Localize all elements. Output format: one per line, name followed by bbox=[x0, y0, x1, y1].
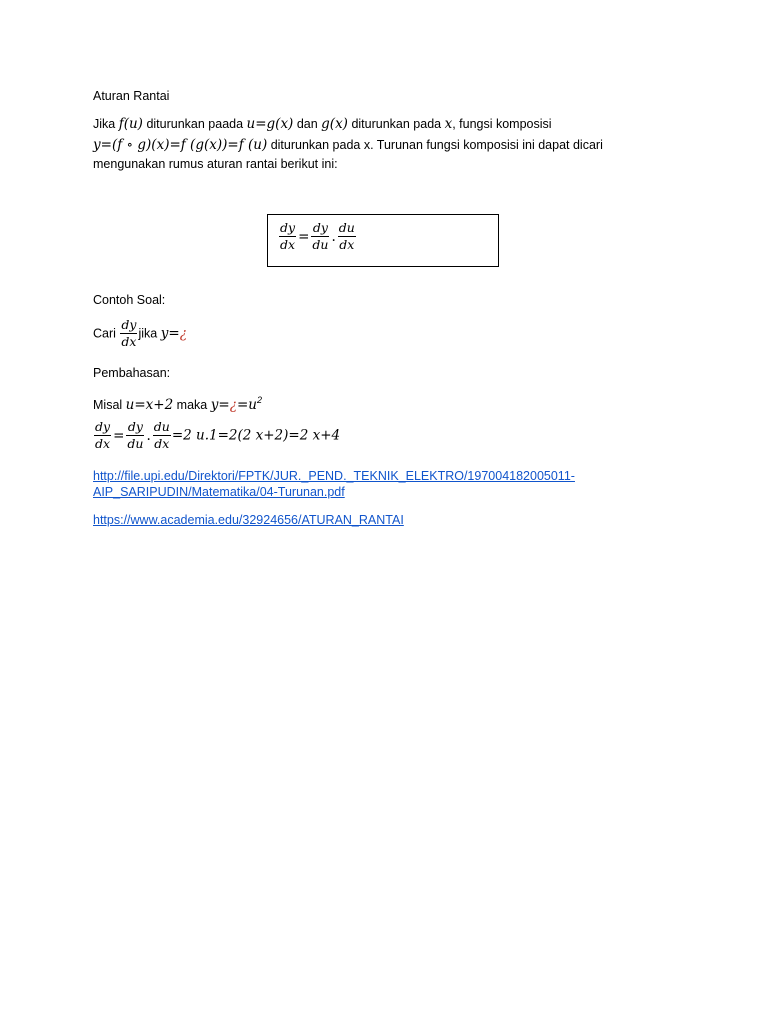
numerator: du bbox=[153, 419, 170, 434]
denominator: du bbox=[127, 436, 144, 451]
jika-text: jika bbox=[138, 326, 158, 341]
y-equals: y= bbox=[210, 397, 230, 413]
intro-x: x bbox=[444, 116, 453, 132]
y-equals: y= bbox=[160, 325, 180, 342]
chain-rule-formula bbox=[278, 221, 357, 252]
fraction-dy-dx bbox=[120, 318, 137, 349]
cari-text: Cari bbox=[93, 326, 116, 341]
denominator: dx bbox=[339, 237, 355, 252]
reference-link-1[interactable] bbox=[93, 468, 575, 500]
fraction-dy-du bbox=[311, 221, 329, 252]
upi-link-line-2[interactable]: AIP_SARIPUDIN/Matematika/04-Turunan.pdf bbox=[93, 485, 345, 499]
denominator: dx bbox=[95, 436, 111, 451]
example-heading-text: Contoh Soal: bbox=[93, 293, 166, 307]
example-heading bbox=[93, 292, 165, 308]
solution-derivative bbox=[93, 420, 340, 451]
maka-text: maka bbox=[176, 398, 208, 412]
intro-jika: Jika bbox=[93, 117, 116, 131]
equals-u: =u bbox=[236, 397, 257, 413]
chain-rule-box bbox=[267, 214, 499, 267]
numerator: dy bbox=[95, 419, 111, 434]
solution-heading-text: Pembahasan: bbox=[93, 366, 171, 380]
intro-line3-text: mengunakan rumus aturan rantai berikut ini: bbox=[93, 157, 338, 171]
page-title bbox=[93, 88, 169, 104]
intro-dan: dan bbox=[296, 117, 318, 131]
denominator: dx bbox=[121, 334, 137, 349]
fraction-dy-dx bbox=[94, 420, 111, 451]
intro-gx: g(x) bbox=[321, 116, 348, 132]
fraction-dy-du bbox=[126, 420, 144, 451]
multiply-dot: . bbox=[331, 228, 336, 245]
fraction-du-dx bbox=[153, 420, 171, 451]
denominator: dx bbox=[154, 436, 170, 451]
u-definition: u=x+2 bbox=[125, 397, 174, 413]
equals-sign: = bbox=[298, 228, 310, 245]
intro-line-3 bbox=[93, 156, 338, 172]
fraction-dy-dx bbox=[279, 221, 296, 252]
numerator: dy bbox=[127, 419, 143, 434]
intro-diturunkan-paada: diturunkan paada bbox=[146, 117, 244, 131]
numerator: dy bbox=[121, 317, 137, 332]
example-question bbox=[93, 318, 187, 349]
exponent: 2 bbox=[256, 395, 262, 405]
intro-line2-rest: diturunkan pada x. Turunan fungsi komposisi ini dapat dicari bbox=[270, 138, 603, 152]
missing-glyph: ¿ bbox=[179, 325, 187, 342]
intro-diturunkan-pada: diturunkan pada bbox=[351, 117, 442, 131]
solution-heading bbox=[93, 365, 170, 381]
academia-link[interactable]: https://www.academia.edu/32924656/ATURAN_RANTAI bbox=[93, 513, 404, 527]
denominator: du bbox=[312, 237, 329, 252]
numerator: dy bbox=[312, 220, 328, 235]
intro-fungsi-komposisi: , fungsi komposisi bbox=[452, 117, 552, 131]
derivative-result: =2 u.1=2(2 x+2)=2 x+4 bbox=[171, 427, 341, 444]
intro-line-2 bbox=[93, 137, 603, 153]
reference-link-2[interactable] bbox=[93, 512, 404, 528]
intro-u-eq-gx: u=g(x) bbox=[246, 116, 294, 132]
misal-text: Misal bbox=[93, 398, 123, 412]
numerator: du bbox=[338, 220, 355, 235]
intro-line-1 bbox=[93, 116, 552, 132]
missing-glyph: ¿ bbox=[229, 397, 237, 413]
numerator: dy bbox=[280, 220, 296, 235]
intro-fu: f(u) bbox=[118, 116, 143, 132]
solution-substitution bbox=[93, 392, 262, 413]
multiply-dot: . bbox=[146, 427, 151, 444]
fraction-du-dx bbox=[338, 221, 356, 252]
denominator: dx bbox=[280, 237, 296, 252]
equals-sign: = bbox=[113, 427, 125, 444]
composition-formula: y=(f ∘ g)(x)=f (g(x))=f (u) bbox=[93, 137, 268, 153]
title-text: Aturan Rantai bbox=[93, 89, 170, 103]
upi-link-line-1[interactable]: http://file.upi.edu/Direktori/FPTK/JUR._PEND._TEKNIK_ELEKTRO/197004182005011- bbox=[93, 469, 575, 483]
